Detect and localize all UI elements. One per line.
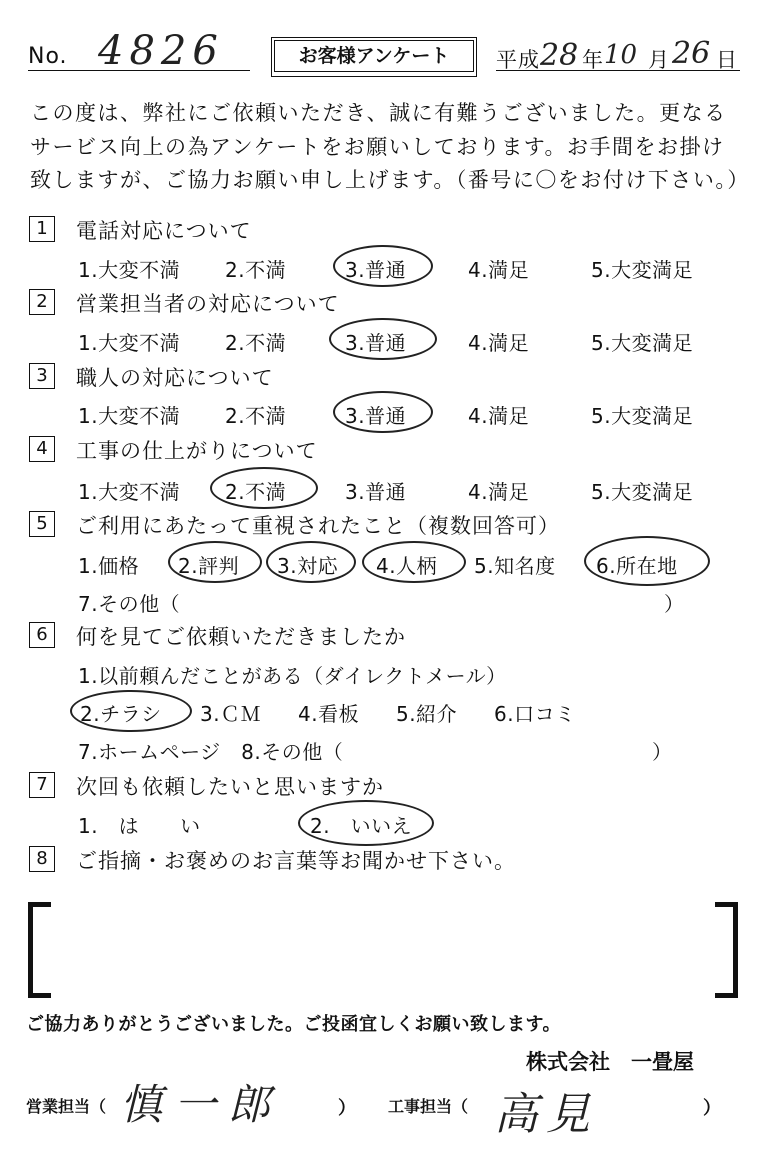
- page-title: お客様アンケート: [274, 40, 474, 72]
- q7-option-2[interactable]: 2. いいえ: [310, 814, 413, 838]
- comment-box-left-bracket: [28, 902, 51, 998]
- q6-option-4[interactable]: 4.看板: [298, 702, 360, 726]
- comment-box-right-bracket: [715, 902, 738, 998]
- question-text-6: 何を見てご依頼いただきましたか: [76, 625, 406, 649]
- q6-option-6[interactable]: 6.口コミ: [494, 702, 576, 726]
- question-text-2: 営業担当者の対応について: [76, 292, 340, 316]
- date-month: 10: [604, 40, 638, 70]
- form-number-value: 4826: [98, 28, 224, 74]
- q4-option-5[interactable]: 5.大変満足: [591, 480, 694, 504]
- q4-option-3[interactable]: 3.普通: [345, 480, 407, 504]
- company-name: 株式会社 一畳屋: [526, 1050, 694, 1074]
- question-number-3: 3: [29, 363, 55, 389]
- comment-area[interactable]: [60, 905, 700, 985]
- q5-option-4[interactable]: 4.人柄: [376, 554, 438, 578]
- q2-option-4[interactable]: 4.満足: [468, 331, 530, 355]
- question-number-5: 5: [29, 511, 55, 537]
- date-era: 平成: [496, 48, 540, 72]
- q5-other-close: ）: [664, 592, 685, 616]
- q4-option-4[interactable]: 4.満足: [468, 480, 530, 504]
- question-text-8: ご指摘・お褒めのお言葉等お聞かせ下さい。: [76, 849, 516, 873]
- question-number-2: 2: [29, 289, 55, 315]
- date-year: 28: [540, 38, 579, 73]
- q3-option-1[interactable]: 1.大変不満: [78, 404, 181, 428]
- q2-option-1[interactable]: 1.大変不満: [78, 331, 181, 355]
- intro-line-3: 致しますが、ご協力お願い申し上げます。（番号に〇をお付け下さい。）: [30, 168, 750, 192]
- q3-option-4[interactable]: 4.満足: [468, 404, 530, 428]
- sales-rep-label: 営業担当（: [26, 1097, 107, 1116]
- sales-rep-name: 慎一郎: [120, 1080, 283, 1129]
- question-text-3: 職人の対応について: [76, 366, 274, 390]
- q2-option-2[interactable]: 2.不満: [225, 331, 287, 355]
- form-number-label: No.: [28, 44, 68, 69]
- intro-line-2: サービス向上の為アンケートをお願いしております。お手間をお掛け: [30, 135, 725, 159]
- question-number-1: 1: [29, 216, 55, 242]
- question-number-4: 4: [29, 436, 55, 462]
- q5-option-3[interactable]: 3.対応: [277, 554, 339, 578]
- q6-option-2[interactable]: 2.チラシ: [80, 702, 162, 726]
- q4-option-1[interactable]: 1.大変不満: [78, 480, 181, 504]
- work-rep-name: 高見: [494, 1089, 598, 1140]
- intro-line-1: この度は、弊社にご依頼いただき、誠に有難うございました。更なる: [30, 101, 727, 125]
- q1-option-4[interactable]: 4.満足: [468, 258, 530, 282]
- question-text-5: ご利用にあたって重視されたこと（複数回答可）: [76, 514, 560, 538]
- sales-rep-close: ）: [338, 1098, 356, 1119]
- question-text-1: 電話対応について: [76, 219, 252, 243]
- q1-option-5[interactable]: 5.大変満足: [591, 258, 694, 282]
- q6-other-close: ）: [652, 740, 673, 764]
- q1-option-2[interactable]: 2.不満: [225, 258, 287, 282]
- date-day-unit: 日: [716, 48, 738, 72]
- q2-option-5[interactable]: 5.大変満足: [591, 331, 694, 355]
- q7-option-1[interactable]: 1. は い: [78, 814, 201, 838]
- work-rep-close: ）: [703, 1098, 721, 1119]
- q6-option-3[interactable]: 3.ＣＭ: [200, 702, 262, 726]
- date-day: 26: [672, 36, 711, 71]
- q5-option-5[interactable]: 5.知名度: [474, 554, 556, 578]
- q5-option-1[interactable]: 1.価格: [78, 554, 140, 578]
- question-text-4: 工事の仕上がりについて: [76, 439, 318, 463]
- work-rep-label: 工事担当（: [388, 1097, 469, 1116]
- q6-option-5[interactable]: 5.紹介: [396, 702, 458, 726]
- thanks-message: ご協力ありがとうございました。ご投函宜しくお願い致します。: [26, 1014, 562, 1035]
- q2-option-3[interactable]: 3.普通: [345, 331, 407, 355]
- q1-option-3[interactable]: 3.普通: [345, 258, 407, 282]
- q1-option-1[interactable]: 1.大変不満: [78, 258, 181, 282]
- question-text-7: 次回も依頼したいと思いますか: [76, 775, 384, 799]
- q5-option-6[interactable]: 6.所在地: [596, 554, 678, 578]
- question-number-6: 6: [29, 622, 55, 648]
- q5-other-label: 7.その他（: [78, 592, 181, 616]
- q6-option-1[interactable]: 1.以前頼んだことがある（ダイレクトメール）: [78, 664, 507, 688]
- q3-option-3[interactable]: 3.普通: [345, 404, 407, 428]
- q4-option-2[interactable]: 2.不満: [225, 480, 287, 504]
- date-underline: [496, 70, 740, 71]
- question-number-8: 8: [29, 846, 55, 872]
- q3-option-5[interactable]: 5.大変満足: [591, 404, 694, 428]
- q5-option-2[interactable]: 2.評判: [178, 554, 240, 578]
- q6-option-7-8[interactable]: 7.ホームページ 8.その他（: [78, 740, 344, 764]
- date-month-unit: 月: [648, 48, 670, 72]
- date-year-unit: 年: [582, 48, 604, 72]
- question-number-7: 7: [29, 772, 55, 798]
- title-box: [271, 37, 477, 77]
- q3-option-2[interactable]: 2.不満: [225, 404, 287, 428]
